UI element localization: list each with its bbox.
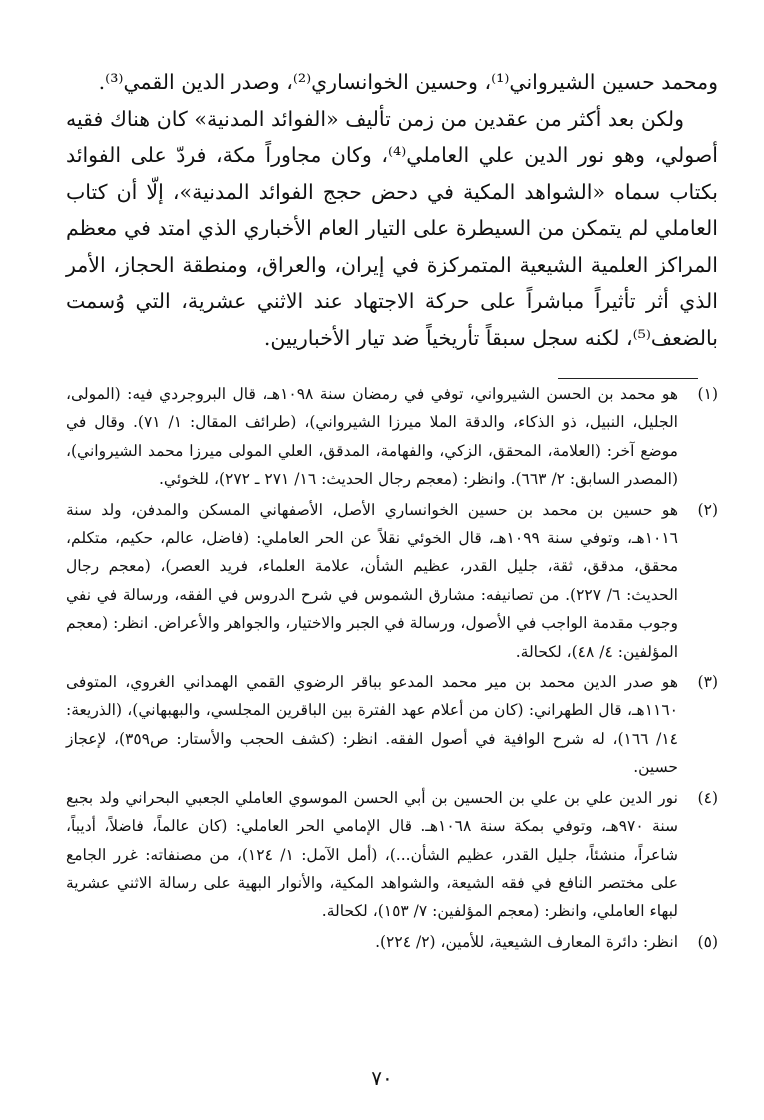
- paragraph-2: ولكن بعد أكثر من عقدين من زمن تأليف «الفوائد المدنية» كان هناك فقيه أصولي، وهو نور الدين علي العاملي⁽⁴⁾، وكان مجاوراً مكة، فردّ على الفوائد بكتاب سماه «الشواهد المكية في دحض حجج الفوائد المدنية»، إلّا أن كتاب العاملي لم يتمكن من السيطرة على التيار العام الأخباري الذي امتد في معظم المراكز العلمية الشيعية المتمركزة في إيران، والعراق، ومنطقة الحجاز، الأمر الذي أثر تأثيراً مباشراً على حركة الاجتهاد عند الاثني عشرية، التي وُسمت بالضعف⁽⁵⁾، لكنه سجل سبقاً تأريخياً ضد تيار الأخباريين.: [66, 106, 719, 350]
- footnote-text: انظر: دائرة المعارف الشيعية، للأمين، (٢/ ٢٢٤).: [375, 932, 678, 951]
- footnote-5: [66, 928, 718, 956]
- paragraph-1: ومحمد حسين الشيرواني⁽¹⁾، وحسين الخوانساري⁽²⁾، وصدر الدين القمي⁽³⁾.: [98, 70, 718, 94]
- footnote-text: هو محمد بن الحسن الشيرواني، توفي في رمضان سنة ١٠٩٨هـ، قال البروجردي فيه: (المولى، الجليل، النبيل، ذو الذكاء، والدقة الملا ميرزا الشيرواني)، (طرائف المقال: ١/ ٧١). وقال في موضع آخر: (العلامة، المحقق، الزكي، والفهامة، المدقق، العلي المولى ميرزا محمد الشيرواني)، (المصدر السابق: ٢/ ٦٦٣). وانظر: (معجم رجال الحديث: ١٦/ ٢٧١ ـ ٢٧٢)، للخوئي.: [66, 385, 679, 489]
- footnote-4: [66, 784, 718, 926]
- footnote-3: [66, 668, 718, 782]
- footnote-number: (١): [697, 385, 718, 403]
- footnote-1: [66, 380, 718, 494]
- footnotes: [66, 380, 718, 958]
- footnote-number: (٤): [697, 788, 718, 807]
- footnote-number: (٥): [697, 932, 718, 951]
- footnote-text: نور الدين علي بن علي بن الحسين بن أبي الحسن الموسوي العاملي الجعبي البحراني ولد بجبع سنة ٩٧٠هـ، وتوفي بمكة سنة ١٠٦٨هـ. قال الإمامي الحر العاملي: (كان عالماً، فاضلاً، أديباً، شاعراً، منشئاً، جليل القدر، عظيم الشأن...)، (أمل الآمل: ١/ ١٢٤)، من مصنفاته: غرر الجامع على مختصر النافع في فقه الشيعة، والشواهد المكية، والأنوار البهية على رسالة الاثني عشرية لبهاء العاملي، وانظر: (معجم المؤلفين: ٧/ ١٥٣)، لكحالة.: [66, 788, 678, 921]
- footnote-divider: [558, 378, 698, 379]
- footnote-number: (٢): [697, 500, 718, 519]
- page-number: ٧٠: [371, 1066, 393, 1090]
- footnote-text: هو صدر الدين محمد بن مير محمد المدعو بباقر الرضوي القمي الهمداني الغروي، المتوفى ١١٦٠هـ، قال الطهراني: (كان من أعلام عهد الفترة بين الباقرين المجلسي، والبهبهاني)، (الذريعة: ١٤/ ١٦٦)، له شرح الوافية في أصول الفقه. انظر: (كشف الحجب والأستار: ص٣٥٩)، لإعجاز حسين.: [66, 673, 678, 777]
- footnote-number: (٣): [697, 673, 718, 692]
- main-text: [66, 64, 718, 356]
- footnote-2: [66, 496, 718, 666]
- footnote-text: هو حسين بن محمد بن حسين الخوانساري الأصل، الأصفهاني المسكن والمدفن، ولد سنة ١٠١٦هـ، وتوفي سنة ١٠٩٩هـ، قال الخوئي نقلاً عن الحر العاملي: (فاضل، عالم، حكيم، متكلم، محقق، مدقق، ثقة، جليل القدر، عظيم الشأن، علامة العلماء، فريد العصر)، (معجم رجال الحديث: ٦/ ٢٢٧). من تصانيفه: مشارق الشموس في شرح الدروس في الفقه، ورسالة في نفي وجوب مقدمة الواجب في الأصول، ورسالة في الجبر والاختيار، والجواهر والأعراض. انظر: (معجم المؤلفين: ٤/ ٤٨)، لكحالة.: [66, 500, 679, 661]
